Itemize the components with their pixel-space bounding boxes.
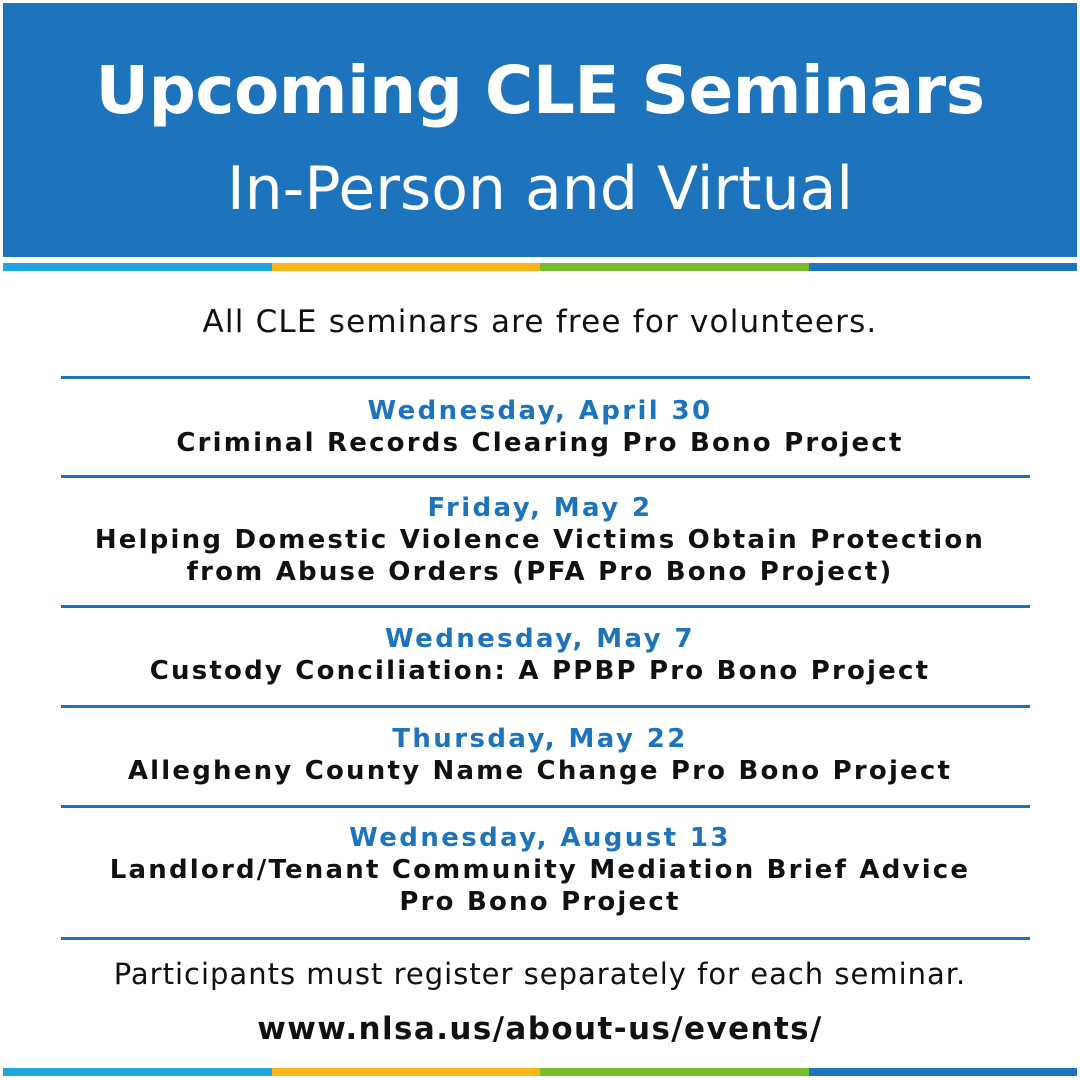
stripe-segment-blue — [809, 1068, 1078, 1076]
events-url-link[interactable]: www.nlsa.us/about-us/events/ — [257, 1011, 823, 1047]
event-title-line-1: Helping Domestic Violence Victims Obtain Protection — [94, 525, 986, 555]
stripe-segment-green — [540, 263, 809, 271]
divider — [61, 605, 1030, 608]
event-title-line-2: Pro Bono Project — [399, 887, 681, 917]
stripe-segment-light-blue — [3, 263, 272, 271]
event-date: Thursday, May 22 — [392, 724, 688, 754]
intro-text: All CLE seminars are free for volunteers. — [202, 304, 878, 340]
stripe-segment-light-blue — [3, 1068, 272, 1076]
event-item — [40, 623, 1040, 687]
event-date: Wednesday, April 30 — [367, 396, 713, 426]
divider — [61, 376, 1030, 379]
event-item — [40, 723, 1040, 787]
event-item — [40, 492, 1040, 588]
divider — [61, 937, 1030, 940]
divider — [61, 475, 1030, 478]
event-title: Allegheny County Name Change Pro Bono Project — [127, 756, 953, 786]
bottom-color-stripe — [3, 1068, 1077, 1076]
registration-note: Participants must register separately for each seminar. — [113, 957, 967, 991]
stripe-segment-green — [540, 1068, 809, 1076]
divider — [61, 805, 1030, 808]
divider — [61, 705, 1030, 708]
event-title: Criminal Records Clearing Pro Bono Project — [176, 428, 904, 458]
event-date: Friday, May 2 — [427, 493, 653, 523]
event-item — [40, 822, 1040, 918]
event-title-line-2: from Abuse Orders (PFA Pro Bono Project) — [186, 557, 894, 587]
stripe-segment-blue — [809, 263, 1078, 271]
event-item — [40, 395, 1040, 459]
event-date: Wednesday, May 7 — [385, 624, 695, 654]
page-title: Upcoming CLE Seminars — [95, 52, 985, 129]
stripe-segment-yellow — [272, 263, 541, 271]
event-title: Custody Conciliation: A PPBP Pro Bono Project — [149, 656, 931, 686]
stripe-segment-yellow — [272, 1068, 541, 1076]
event-title-line-1: Landlord/Tenant Community Mediation Brief Advice — [109, 855, 971, 885]
event-date: Wednesday, August 13 — [349, 823, 731, 853]
header-banner — [3, 3, 1077, 257]
top-color-stripe — [3, 263, 1077, 271]
page-subtitle: In-Person and Virtual — [226, 154, 854, 224]
